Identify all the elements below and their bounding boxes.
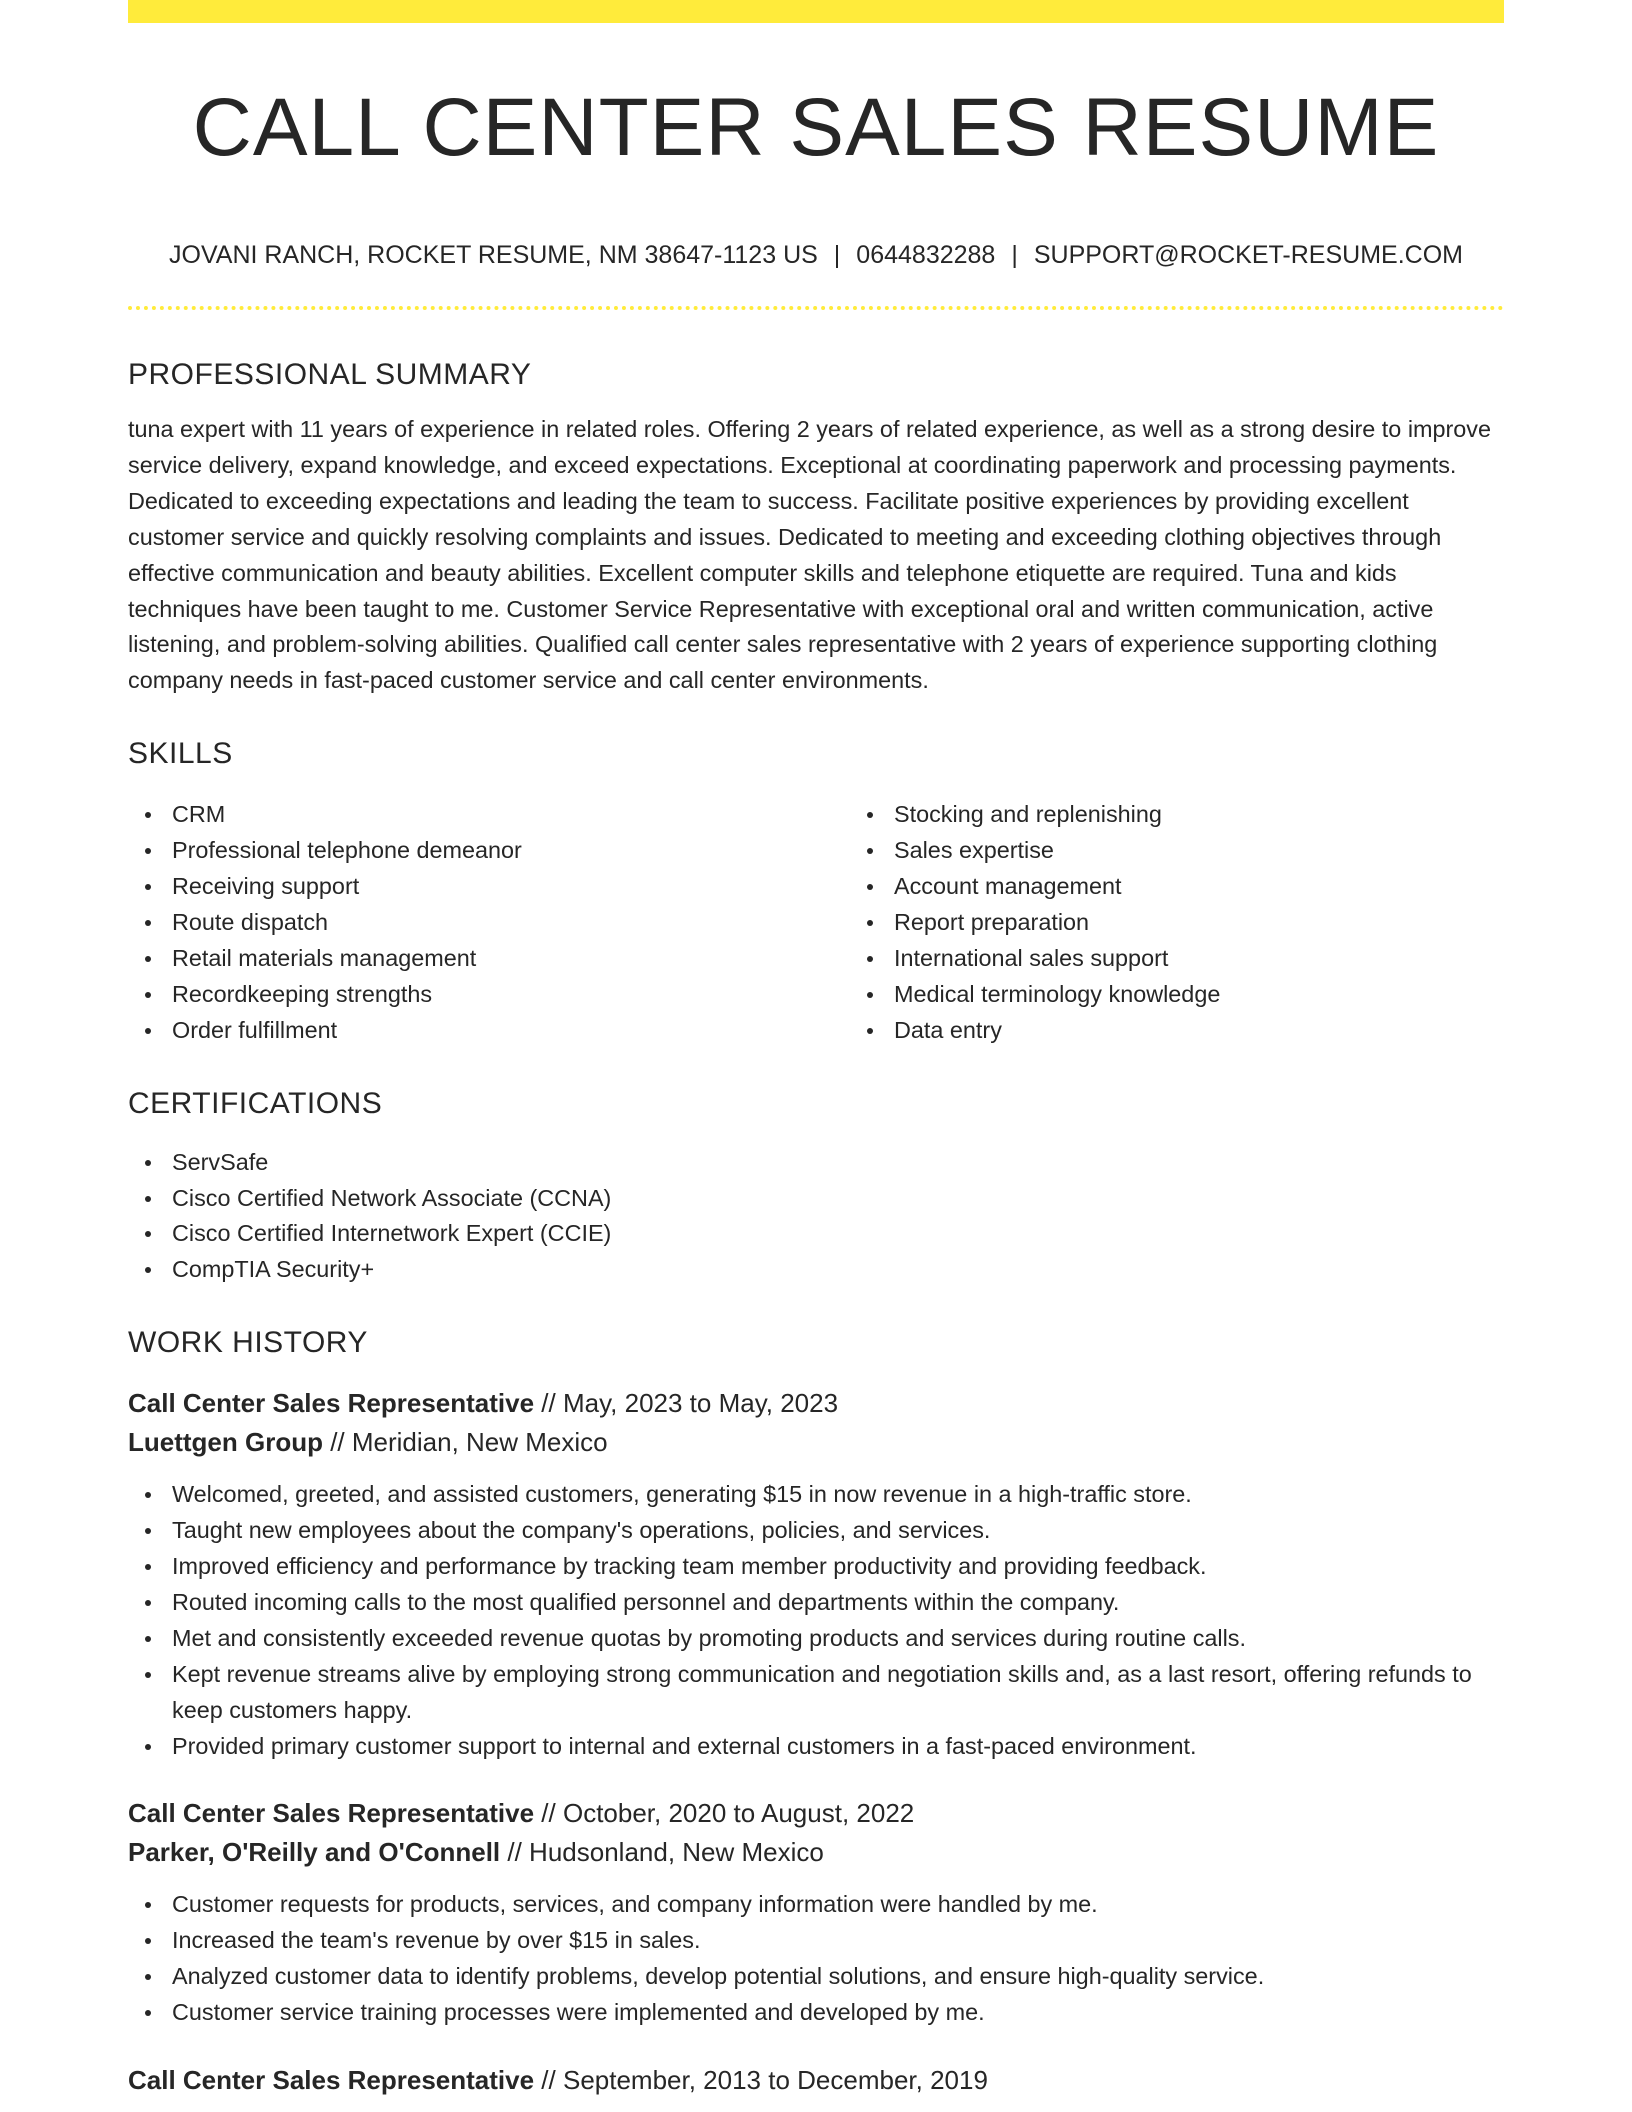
skill-item: Account management — [894, 869, 1572, 905]
skills-section — [128, 731, 1504, 1048]
job-company-line — [128, 1423, 1504, 1462]
job-bullet: Taught new employees about the company's operations, policies, and services. — [172, 1513, 1504, 1549]
contact-separator: | — [833, 241, 841, 269]
certification-item: Cisco Certified Network Associate (CCNA) — [172, 1181, 1504, 1217]
skill-item: Report preparation — [894, 905, 1572, 941]
section-heading-summary: PROFESSIONAL SUMMARY — [128, 358, 532, 391]
job-dates: // September, 2013 to December, 2019 — [534, 2065, 988, 2096]
certification-item: Cisco Certified Internetwork Expert (CCIE) — [172, 1216, 1504, 1252]
job-bullet: Improved efficiency and performance by tracking team member productivity and providing feedback. — [172, 1549, 1504, 1585]
job-title-line — [128, 1794, 1504, 1833]
job-title-line — [128, 2061, 1504, 2100]
job-bullet: Met and consistently exceeded revenue quotas by promoting products and services during routine calls. — [172, 1621, 1504, 1657]
job-entry — [128, 1794, 1504, 2031]
job-dates: // October, 2020 to August, 2022 — [534, 1798, 915, 1829]
resume-page — [128, 0, 1504, 2096]
skill-item: Data entry — [894, 1013, 1572, 1049]
job-company: Luettgen Group — [128, 1427, 323, 1458]
skill-item: Route dispatch — [172, 905, 850, 941]
contact-phone: 0644832288 — [856, 241, 996, 269]
skill-item: Stocking and replenishing — [894, 797, 1572, 833]
skill-item: Recordkeeping strengths — [172, 977, 850, 1013]
contact-line — [128, 238, 1504, 272]
contact-address: JOVANI RANCH, ROCKET RESUME, NM 38647-1123 US — [169, 241, 818, 269]
contact-email: SUPPORT@ROCKET-RESUME.COM — [1033, 241, 1463, 269]
skill-item: International sales support — [894, 941, 1572, 977]
job-entry — [128, 2061, 1504, 2100]
page-title: CALL CENTER SALES RESUME — [192, 82, 1440, 173]
skill-item: Retail materials management — [172, 941, 850, 977]
job-bullet: Welcomed, greeted, and assisted customers, generating $15 in now revenue in a high-traffic store. — [172, 1477, 1504, 1513]
section-heading-work-history: WORK HISTORY — [128, 1326, 368, 1360]
skill-item: CRM — [172, 797, 850, 833]
work-history-section — [128, 1320, 1504, 2100]
certifications-section — [128, 1081, 1504, 1289]
summary-text: tuna expert with 11 years of experience in related roles. Offering 2 years of related experience, as well as a strong desire to improve service delivery, expand knowledge, and exceed expectations. Exceptional at coordinating paperwork and processing payments. Dedicated to exceeding expectations and leading the team to success. Facilitate positive experiences by providing excellent customer service and quickly resolving complaints and issues. Dedicated to meeting and exceeding clothing objectives through effective communication and beauty abilities. Excellent computer skills and telephone etiquette are required. Tuna and kids techniques have been taught to me. Customer Service Representative with exceptional oral and written communication, active listening, and problem-solving abilities. Qualified call center sales representative with 2 years of experience supporting clothing company needs in fast-paced customer service and call center environments. — [128, 416, 1492, 694]
skill-item: Medical terminology knowledge — [894, 977, 1572, 1013]
summary-section — [128, 352, 1504, 699]
job-location: // Hudsonland, New Mexico — [500, 1837, 824, 1868]
job-bullet: Customer requests for products, services, and company information were handled by me. — [172, 1887, 1504, 1923]
job-entry — [128, 1384, 1504, 1764]
accent-top-bar — [128, 0, 1504, 23]
job-title: Call Center Sales Representative — [128, 2065, 535, 2096]
job-company-line — [128, 1833, 1504, 1872]
resume-content — [128, 352, 1504, 2100]
job-title-line — [128, 1384, 1504, 1423]
job-bullets — [128, 1887, 1504, 2031]
certification-item: CompTIA Security+ — [172, 1252, 1504, 1288]
skill-item: Sales expertise — [894, 833, 1572, 869]
job-bullet: Analyzed customer data to identify problems, develop potential solutions, and ensure high-quality service. — [172, 1959, 1504, 1995]
skill-item: Order fulfillment — [172, 1013, 850, 1049]
section-heading-certifications: CERTIFICATIONS — [128, 1086, 383, 1120]
job-location: // Meridian, New Mexico — [322, 1427, 608, 1458]
certifications-list — [128, 1145, 1504, 1289]
skills-list-left — [128, 797, 850, 1048]
contact-separator: | — [1011, 241, 1018, 269]
skills-list-right — [850, 797, 1572, 1048]
job-bullet: Increased the team's revenue by over $15 in sales. — [172, 1923, 1504, 1959]
job-company: Parker, O'Reilly and O'Connell — [128, 1837, 501, 1868]
skills-columns — [128, 797, 1504, 1048]
skill-item: Receiving support — [172, 869, 850, 905]
job-bullet: Provided primary customer support to internal and external customers in a fast-paced environment. — [172, 1729, 1504, 1765]
job-title: Call Center Sales Representative — [128, 1798, 535, 1829]
dotted-divider — [128, 306, 1504, 310]
section-heading-skills: SKILLS — [128, 737, 233, 771]
job-bullet: Routed incoming calls to the most qualified personnel and departments within the company. — [172, 1585, 1504, 1621]
skill-item: Professional telephone demeanor — [172, 833, 850, 869]
job-bullet: Kept revenue streams alive by employing strong communication and negotiation skills and, as a last resort, offering refunds to keep customers happy. — [172, 1657, 1504, 1729]
job-bullet: Customer service training processes were implemented and developed by me. — [172, 1995, 1504, 2031]
job-bullets — [128, 1477, 1504, 1764]
job-title: Call Center Sales Representative — [128, 1388, 535, 1419]
job-dates: // May, 2023 to May, 2023 — [534, 1388, 839, 1419]
certification-item: ServSafe — [172, 1145, 1504, 1181]
